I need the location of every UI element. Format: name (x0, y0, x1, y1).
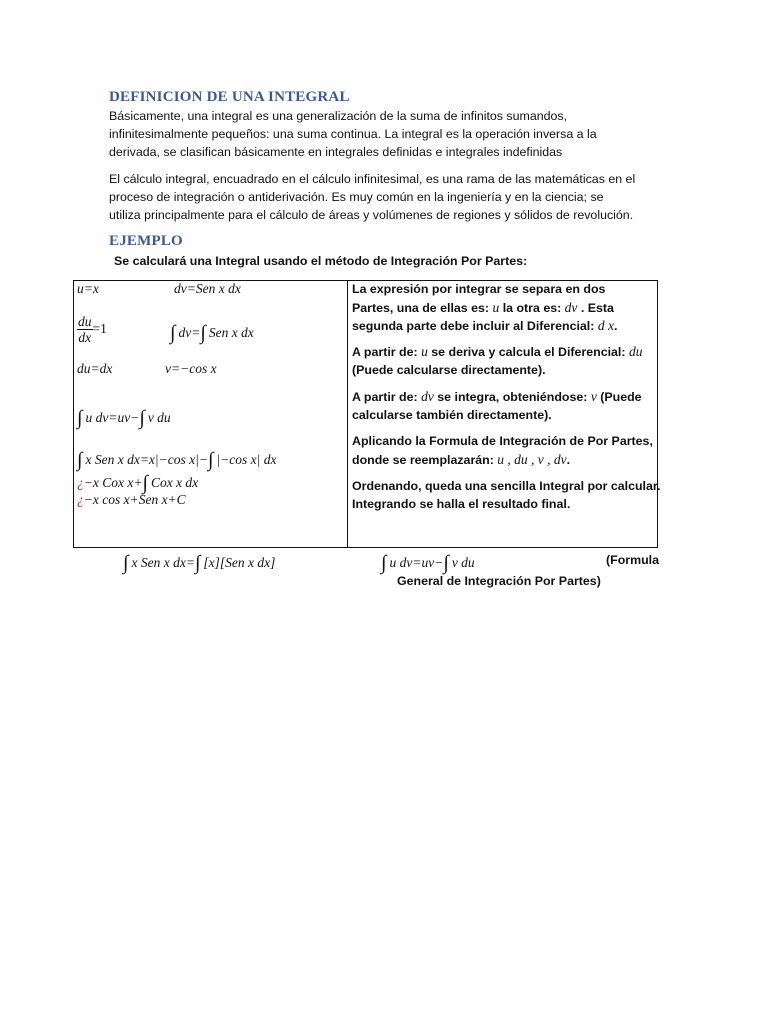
integral-sign: ∫ (139, 407, 145, 429)
math-u-def: u=x (77, 281, 99, 296)
integral-sign: ∫ (443, 552, 449, 574)
math-step1: ∫ x Sen x dx=x|−cos x|−∫ |−cos x| dx (77, 449, 277, 471)
math-integral-dv: ∫ dv=∫ Sen x dx (170, 322, 254, 344)
math-derivative: $\frac{du}{dx}$ =1 (78, 314, 107, 345)
integral-sign: ∫ (381, 552, 387, 574)
paragraph-line: infinitesimalmente pequeños: una suma continua. La integral es la operación inversa a la (109, 127, 597, 141)
explanation-block-2: A partir de: u se deriva y calcula el Diferencial: du (Puede calcularse directamente). (352, 344, 643, 377)
heading-ejemplo: EJEMPLO (109, 233, 183, 249)
integral-sign: ∫ (170, 322, 176, 344)
explanation-block-1: La expresión por integrar se separa en dos Partes, una de ellas es: u la otra es: dv . Esta segunda parte debe incluir al Diferencial: d x. (352, 282, 618, 333)
explanation-block-3: A partir de: dv se integra, obteniéndose: v (Puede calcularse también directamente). (352, 389, 642, 422)
integral-sign: ∫ (207, 449, 214, 471)
math-step3: ¿−x cos x+Sen x+C (77, 492, 186, 507)
paragraph-calculus (109, 170, 665, 224)
math-ibp-formula: ∫ u dv=uv−∫ v du (77, 407, 171, 429)
math-result-right: ∫ u dv=uv−∫ v du (381, 552, 475, 574)
table-divider (347, 280, 348, 548)
fraction-du-dx: $\frac{du}{dx}$ (78, 314, 92, 345)
math-v-def: v=−cos x (165, 361, 217, 376)
integral-sign: ∫ (200, 322, 206, 344)
integral-sign: ∫ (77, 449, 83, 471)
example-intro: Se calculará una Integral usando el método de Integración Por Partes: (114, 254, 528, 268)
integral-sign: ∫ (194, 552, 201, 574)
paragraph-line: El cálculo integral, encuadrado en el cálculo infinitesimal, es una rama de las matemáticas en el (109, 172, 636, 186)
explanation-block-5: Ordenando, queda una sencilla Integral por calcular. Integrando se halla el resultado final. (352, 479, 661, 511)
formula-caption-1: (Formula (606, 553, 660, 567)
heading-definicion: DEFINICION DE UNA INTEGRAL (109, 89, 350, 105)
math-result-left: ∫ x Sen x dx=∫ [x][Sen x dx] (123, 552, 276, 574)
math-step2: ¿−x Cox x+∫ Cox x dx (77, 472, 199, 494)
paragraph-definition (109, 107, 665, 161)
math-dv-def: dv=Sen x dx (174, 281, 241, 296)
integral-sign: ∫ (77, 407, 83, 429)
paragraph-line: proceso de integración o antiderivación. Es muy común en la ingeniería y en la ciencia; se (109, 190, 604, 204)
paragraph-line: utiliza principalmente para el cálculo de áreas y volúmenes de regiones y sólidos de revolución. (109, 208, 634, 222)
explanation-block-4: Aplicando la Formula de Integración de Por Partes, donde se reemplazarán: u , du , v , dv. (352, 434, 653, 467)
integral-sign: ∫ (123, 552, 129, 574)
paragraph-line: derivada, se clasifican básicamente en integrales definidas e integrales indefinidas (109, 145, 563, 159)
formula-caption-2: General de Integración Por Partes) (397, 574, 601, 588)
paragraph-line: Básicamente, una integral es una generalización de la suma de infinitos sumandos, (109, 109, 568, 123)
integral-sign: ∫ (142, 472, 148, 494)
math-du-dx: du=dx (77, 361, 113, 376)
